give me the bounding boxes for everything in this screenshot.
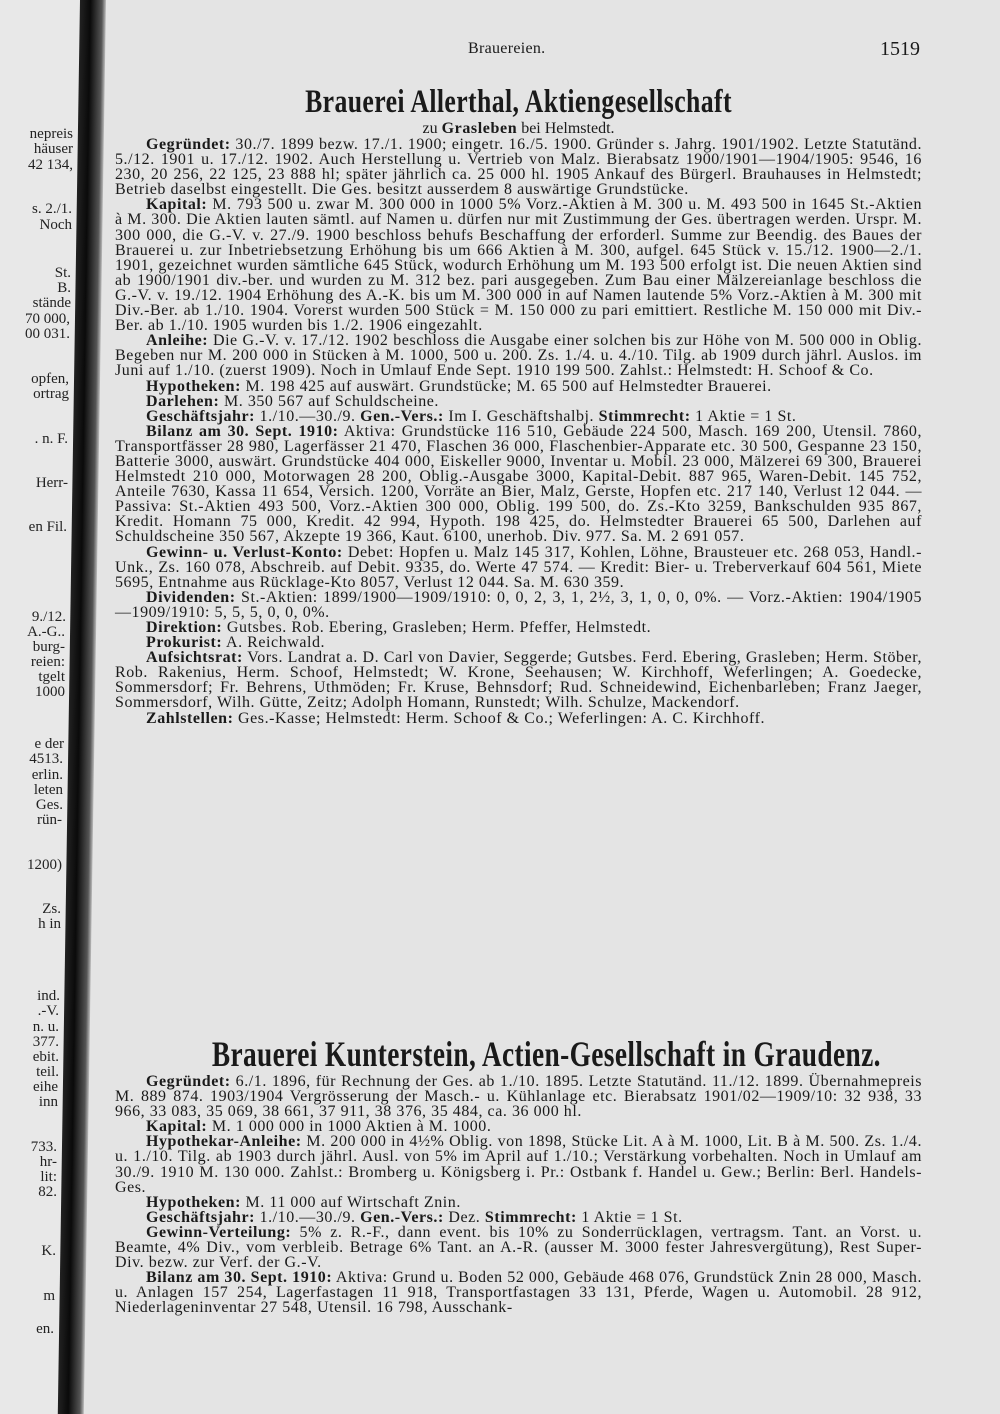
section-paragraph	[115, 137, 922, 197]
section-paragraph	[115, 590, 922, 620]
section-label: Gen.-Vers.:	[360, 1208, 444, 1226]
company-entry-kunterstein	[115, 1036, 922, 1316]
margin-text-fragment: en Fil.	[28, 519, 67, 535]
section-label: Zahlstellen:	[146, 709, 234, 727]
section-paragraph	[115, 1210, 922, 1225]
section-paragraph	[115, 1119, 922, 1134]
margin-text-fragment: lit:	[40, 1169, 57, 1185]
margin-text-fragment: tgelt	[38, 669, 65, 685]
margin-text-fragment: 1000	[35, 684, 65, 700]
section-label: Kapital:	[146, 1118, 208, 1136]
section-label: Bilanz am 30. Sept. 1910:	[146, 1269, 333, 1287]
margin-text-fragment: hr-	[39, 1154, 57, 1170]
section-label: Gewinn-Verteilung:	[146, 1223, 292, 1241]
section-label: Gen.-Vers.:	[360, 407, 444, 425]
section-label: Prokurist:	[146, 634, 223, 652]
margin-text-fragment: .-V.	[37, 1003, 59, 1019]
margin-text-fragment: m	[43, 1288, 55, 1304]
section-text: A. Reichwald.	[222, 634, 326, 652]
margin-text-fragment: nepreis	[29, 126, 73, 142]
section-text: M. 11 000 auf Wirtschaft Znin.	[240, 1193, 461, 1211]
margin-text-fragment: St.	[54, 265, 71, 281]
margin-text-fragment: inn	[38, 1094, 58, 1110]
section-text: Aktiva: Grundstücke 116 510, Gebäude 224 500, Masch. 169 200, Utensil. 7860, Transportfässer 28 980, Lagerfässer 21 470, Flaschen 36 000, Flaschenbier-Apparate etc. 30 500, Gespanne 23 150, Batterie 3000, auswärt. Grundstücke 404 000, Eiskeller 9000, Inventar u. Mobil. 23 000, Mälzerei 69 300, Brauerei Helmstedt 210 000, Motorwagen 28 200, Oblig.-Ausgabe 3000, Kapital-Debit. 887 965, Waren-Debit. 145 752, Anteile 7630, Kassa 11 654, Versich. 1200, Vorräte an Bier, Malz, Gerste, Hopfen etc. 217 140, Verlust 12 044. — Passiva: St.-Aktien 493 500, Vorz.-Aktien 300 000, Oblig. 199 500, do. Zs.-Kto 3259, Bankschulden 935 867, Kredit. Homann 75 000, Kredit. 42 994, Hypoth. 198 425, do. Helmstedter Brauerei 65 500, Darlehen auf Schuldscheine 350 567, Akzepte 19 366, Kaut. 6100, unerhob. Div. 977. Sa. M. 2 691 057.	[115, 422, 922, 546]
margin-text-fragment: stände	[32, 295, 71, 311]
margin-text-fragment: 70 000,	[25, 311, 70, 327]
running-title: Brauereien.	[468, 40, 546, 57]
company-entry-allerthal	[115, 84, 922, 726]
page-number: 1519	[880, 38, 920, 60]
margin-text-fragment: n. u.	[32, 1019, 59, 1035]
section-text: 5% z. R.-F., dann event. bis 10% zu Sonderrücklagen, vertragsm. Tant. an Vorst. u. Beamte, 4% Div., vom verbleib. Betrage 6% Tant. an A.-R. (ausser M. 3000 fester Jahresvergütung), Rest Super-Div. bezw. zur Verf. der G.-V.	[115, 1223, 922, 1272]
section-paragraph	[115, 424, 922, 545]
section-label: Dividenden:	[146, 588, 236, 606]
margin-text-fragment: B.	[57, 280, 71, 296]
margin-text-fragment: . n. F.	[34, 431, 68, 447]
margin-text-fragment: 82.	[38, 1184, 57, 1200]
section-paragraph	[115, 333, 922, 378]
section-text: Ges.-Kasse; Helmstedt: Herm. Schoof & Co.; Weferlingen: A. C. Kirchhoff.	[233, 709, 766, 727]
section-text: 1./10.—30./9.	[255, 407, 361, 425]
section-text: 30./7. 1899 bezw. 17./1. 1900; eingetr. 16./5. 1900. Gründer s. Jahrg. 1901/1902. Letzte Statutänd. 5./12. 1901 u. 17./12. 1902. Auch Herstellung u. Vertrieb von Malz. Bierabsatz 1900/1901—1904/1905: 9546, 16 230, 20 256, 22 125, 23 888 hl; später jährlich ca. 25 000 hl. 1905 Ankauf des Bürgerl. Brauhauses in Helmstedt; Betrieb daselbst eingestellt. Die Ges. besitzt ausserdem 8 auswärtige Grundstücke.	[115, 136, 922, 199]
margin-text-fragment: Ges.	[35, 797, 63, 813]
margin-text-fragment: teil.	[36, 1064, 59, 1080]
section-text: M. 1 000 000 in 1000 Aktien à M. 1000.	[207, 1118, 492, 1136]
section-text: M. 793 500 u. zwar M. 300 000 in 1000 5% Vorz.-Aktien à M. 300 u. M. 493 500 in 1645 St.-Aktien à M. 300. Die Aktien lauten sämtl. auf Namen u. dürfen nur mit Zustimmung der Ges. übertragen werden. Urspr. M. 300 000, die G.-V. v. 27./9. 1900 beschloss behufs Beschaffung der erforderl. Summe zur Beendig. des Baues der Brauerei u. zur Inbetriebsetzung Erhöhung bis um 666 Aktien à M. 300, aufgel. 645 Stück v. 15./12. 1900—2./1. 1901, gezeichnet wurden sämtliche 645 Stück, wodurch Erhöhung um M. 193 500 erfolgt ist. Die neuen Aktien sind ab 1900/1901 div.-ber. und wurden zu M. 312 bez. pari ausgegeben. Zum Bau einer Mälzereianlage beschloss die G.-V. v. 19./12. 1904 Erhöhung des A.-K. bis um M. 300 000 in auf Namen lautende 5% Vorz.-Aktien à M. 300 mit Div.-Ber. ab 1./10. 1904. Vorerst wurden 500 Stück = M. 150 000 zu pari emittiert. Restliche M. 150 000 mit Div.-Ber. ab 1./10. 1905 wurden bis 1./2. 1906 eingezahlt.	[115, 196, 922, 335]
margin-text-fragment: ebit.	[32, 1049, 59, 1065]
section-label: Stimmrecht:	[484, 1208, 577, 1226]
section-label: Gewinn- u. Verlust-Konto:	[146, 543, 343, 561]
section-text: Im I. Geschäftshalbj.	[443, 407, 599, 425]
section-label: Hypothekar-Anleihe:	[146, 1133, 302, 1151]
company-title: Brauerei Kunterstein, Actien-Gesellschaft in Graudenz.	[211, 1034, 881, 1074]
section-label: Anleihe:	[146, 332, 209, 350]
section-paragraph	[115, 1225, 922, 1270]
section-text: Vors. Landrat a. D. Carl von Davier, Seggerde; Gutsbes. Ferd. Ebering, Grasleben; Herm. Stöber, Rob. Rakenius, Herm. Schoof, Helmstedt; W. Krone, Seehausen; W. Kirchhoff, Weferlingen; A. Goedecke, Sommersdorf; Fr. Behrens, Uthmöden; Fr. Kruse, Behnsdorf; Rud. Schneidewind, Eichenbarleben; Franz Jaeger, Sommersdorf, Wilh. Gütte, Zeitz; Adolph Homann, Runstedt; Wilh. Schulze, Mackendorf.	[115, 649, 922, 712]
margin-text-fragment: Zs.	[42, 901, 61, 917]
company-body	[115, 1074, 922, 1316]
margin-text-fragment: 733.	[30, 1139, 57, 1155]
margin-text-fragment: h in	[38, 916, 61, 932]
subtitle-suffix: bei Helmstedt.	[521, 120, 615, 137]
margin-text-fragment: häuser	[33, 141, 73, 157]
section-paragraph	[115, 620, 922, 635]
section-text: Debet: Hopfen u. Malz 145 317, Kohlen, Löhne, Brausteuer etc. 268 053, Handl.-Unk., Zs. 160 078, Abschreib. auf Debit. 9335, do. Werte 47 574. — Kredit: Bier- u. Treberverkauf 604 561, Miete 5695, Entnahme aus Rücklage-Kto 8057, Verlust 12 044. Sa. M. 630 359.	[115, 543, 922, 591]
margin-text-fragment: 00 031.	[25, 326, 70, 342]
section-text: M. 198 425 auf auswärt. Grundstücke; M. 65 500 auf Helmstedter Brauerei.	[240, 377, 772, 395]
section-text: 1 Aktie = 1 St.	[690, 407, 797, 425]
section-paragraph	[115, 1074, 922, 1119]
section-text: 1 Aktie = 1 St.	[576, 1208, 683, 1226]
section-label: Geschäftsjahr:	[146, 407, 256, 425]
section-label: Kapital:	[146, 196, 208, 214]
margin-text-fragment: 1200)	[27, 857, 62, 873]
margin-text-fragment: eihe	[33, 1079, 58, 1095]
company-title: Brauerei Allerthal, Aktiengesellschaft	[305, 84, 732, 120]
section-label: Darlehen:	[146, 392, 220, 410]
section-paragraph	[115, 545, 922, 590]
section-paragraph	[115, 197, 922, 333]
section-text: Dez.	[443, 1208, 485, 1226]
section-text: M. 350 567 auf Schuldscheine.	[219, 392, 439, 410]
section-label: Hypotheken:	[146, 377, 241, 395]
margin-text-fragment: 377.	[32, 1034, 59, 1050]
margin-text-fragment: 9./12.	[31, 609, 66, 625]
margin-text-fragment: Herr-	[35, 475, 68, 491]
section-text: St.-Aktien: 1899/1900—1909/1910: 0, 0, 2, 3, 1, 2½, 3, 1, 0, 0, 0%. — Vorz.-Aktien: 1904/1905—1909/1910: 5, 5, 5, 0, 0, 0%.	[115, 588, 922, 621]
section-label: Gegründet:	[146, 1073, 231, 1090]
section-paragraph	[115, 635, 922, 650]
margin-text-fragment: A.-G..	[27, 624, 65, 640]
section-paragraph	[115, 1270, 922, 1315]
section-label: Geschäftsjahr:	[146, 1208, 256, 1226]
section-paragraph	[115, 409, 922, 424]
section-text: Die G.-V. v. 17./12. 1902 beschloss die Ausgabe einer solchen bis zur Höhe von M. 500 000 in Oblig. Begeben nur M. 200 000 in Stücken à M. 1000, 500 u. 200. Zs. 1./4. u. 4./10. Tilg. ab 1909 durch jährl. Auslos. im Juni auf 1./10. (zuerst 1909). Noch in Umlauf Ende Sept. 1910 199 500. Zahlst.: Helmstedt: H. Schoof & Co.	[115, 332, 922, 380]
section-label: Gegründet:	[146, 136, 231, 153]
margin-text-fragment: leten	[33, 782, 63, 798]
section-text: Aktiva: Grund u. Boden 52 000, Gebäude 468 076, Grundstück Znin 28 000, Masch. u. Anlagen 157 254, Lagerfastagen 11 918, Transportfastagen 33 131, Pferde, Wagen u. Automobil. 28 912, Niederlageninventar 27 548, Utensil. 16 798, Ausschank-	[115, 1269, 923, 1317]
section-paragraph	[115, 379, 922, 394]
company-body	[115, 137, 922, 726]
margin-text-fragment: Noch	[39, 217, 72, 233]
section-label: Hypotheken:	[146, 1193, 241, 1211]
section-paragraph	[115, 711, 922, 726]
margin-text-fragment: e der	[34, 736, 64, 752]
section-label: Direktion:	[146, 619, 223, 636]
margin-text-fragment: burg-	[32, 639, 65, 655]
subtitle-prefix: zu	[422, 120, 438, 137]
company-subtitle	[115, 120, 922, 137]
margin-text-fragment: ortrag	[33, 386, 69, 402]
subtitle-place: Grasleben	[441, 120, 518, 137]
margin-text-fragment: erlin.	[31, 767, 63, 783]
margin-text-fragment: reien:	[30, 654, 65, 670]
section-paragraph	[115, 650, 922, 710]
section-text: M. 200 000 in 4½% Oblig. von 1898, Stücke Lit. A à M. 1000, Lit. B à M. 500. Zs. 1./4. u. 1./10. Tilg. ab 1903 durch jährl. Ausl. von 5% im April auf 1./10.; Verstärkung vorbehalten. Noch in Umlauf am 30./9. 1910 M. 130 000. Zahlst.: Bromberg u. Königsberg i. Pr.: Ostbank f. Handel u. Gew.; Berlin: Berl. Handels-Ges.	[115, 1133, 922, 1196]
margin-text-fragment: 42 134,	[28, 157, 73, 173]
section-text: Gutsbes. Rob. Ebering, Grasleben; Herm. Pfeffer, Helmstedt.	[222, 619, 652, 636]
section-label: Aufsichtsrat:	[146, 649, 243, 667]
margin-text-fragment: K.	[41, 1243, 56, 1259]
section-text: 1./10.—30./9.	[255, 1208, 361, 1226]
section-text: 6./1. 1896, für Rechnung der Ges. ab 1./10. 1895. Letzte Statutänd. 11./12. 1899. Übernahmepreis M. 889 874. 1903/1904 Vergrösserung der Masch.- u. Kühlanlage etc. Bierabsatz 1901/02—1909/10: 32 938, 33 966, 33 083, 35 069, 38 661, 37 911, 38 376, 35 484, ca. 36 000 hl.	[115, 1073, 922, 1121]
section-paragraph	[115, 1195, 922, 1210]
section-label: Stimmrecht:	[598, 407, 691, 425]
margin-text-fragment: opfen,	[31, 371, 69, 387]
section-paragraph	[115, 1134, 922, 1194]
section-paragraph	[115, 394, 922, 409]
section-label: Bilanz am 30. Sept. 1910:	[146, 422, 339, 440]
margin-text-fragment: ind.	[37, 988, 60, 1004]
margin-text-fragment: 4513.	[29, 751, 63, 767]
margin-text-fragment: en.	[36, 1321, 54, 1337]
margin-text-fragment: rün-	[37, 812, 62, 828]
margin-text-fragment: s. 2./1.	[31, 201, 72, 217]
